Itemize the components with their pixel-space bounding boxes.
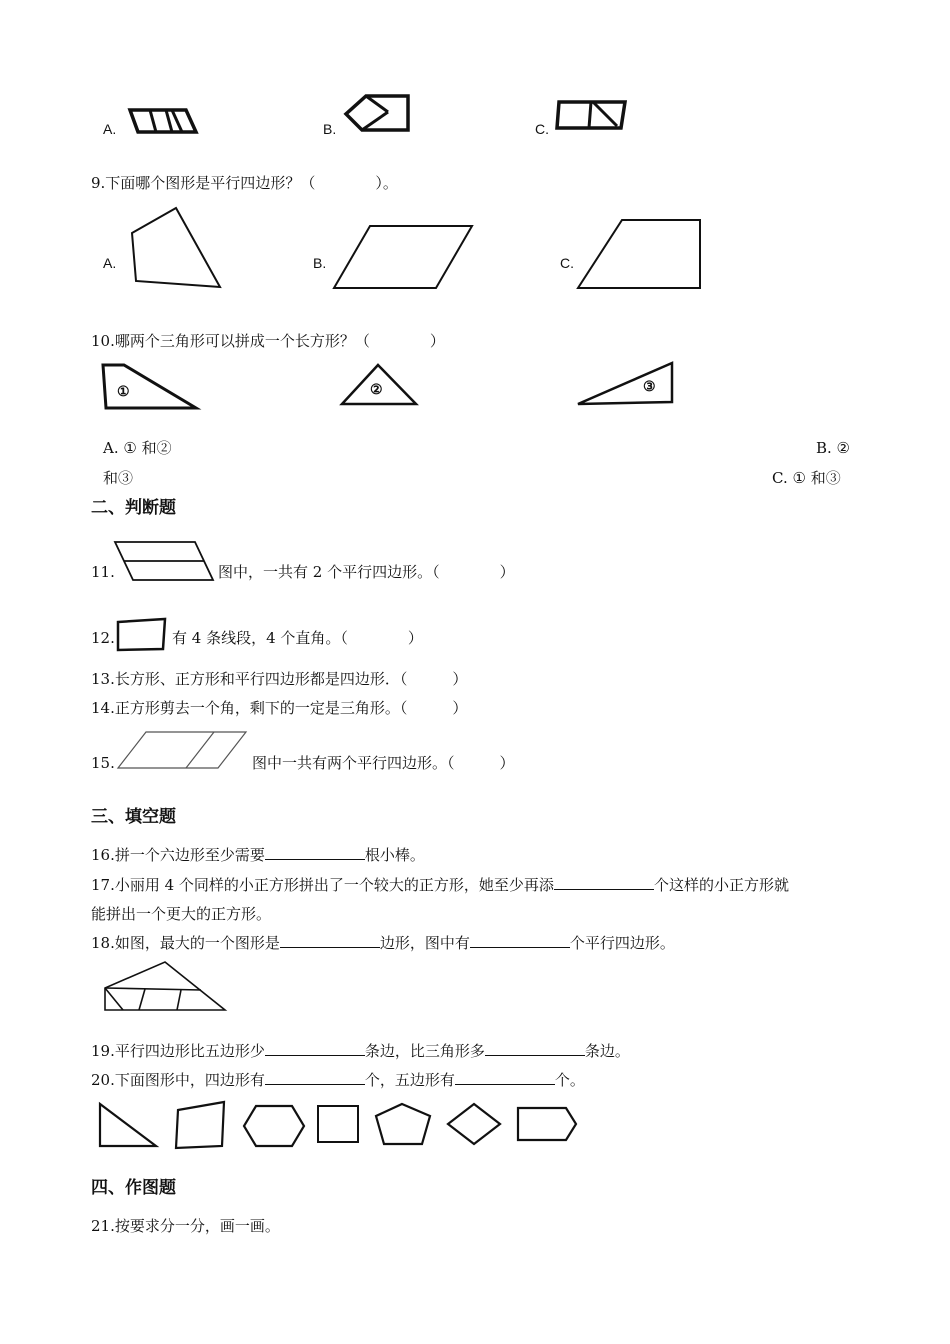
q16-line [91,845,425,865]
q9-option-b-letter: B. [313,255,327,271]
q20-blank-2[interactable] [455,1070,555,1085]
q18-prefix: 18.如图，最大的一个图形是 [91,934,280,952]
q20-shape-diamond [448,1104,500,1144]
q12-number: 12. [91,629,115,647]
q20-blank-1[interactable] [265,1070,365,1085]
q11-figure-parallelogram [113,540,215,584]
q10-triangle-1-label: ① [117,384,130,400]
q10-option-b-part2: 和③ [103,469,134,487]
q13-text: 13.长方形、正方形和平行四边形都是四边形．（ ） [91,670,468,688]
q20-shape-pentagon-arrow [518,1108,576,1140]
q8-figure-b [344,94,412,134]
q12-figure-quadrilateral [115,617,169,653]
q8-option-a-letter: A. [103,121,117,137]
q19-line [91,1041,630,1061]
section-2-heading: 二、判断题 [91,498,176,518]
q9-stem: 9.下面哪个图形是平行四边形？（ ）。 [91,174,398,192]
q9-figure-c-trapezoid [578,218,704,292]
q20-prefix: 20.下面图形中，四边形有 [91,1071,265,1089]
q14-text: 14.正方形剪去一个角，剩下的一定是三角形。（ ） [91,699,468,717]
q10-stem: 10.哪两个三角形可以拼成一个长方形？（ ） [91,332,445,350]
q19-blank-2[interactable] [485,1041,585,1056]
q10-triangle-3 [576,360,676,408]
q11-text: 图中，一共有 2 个平行四边形。（ ） [218,563,515,581]
q9-figure-b-parallelogram [334,224,476,292]
q10-option-b-part1: B. ② [816,439,851,457]
q9-option-c-letter: C. [560,255,574,271]
q20-suffix: 个。 [554,1071,585,1089]
q20-line [91,1070,585,1090]
q17-prefix: 17.小丽用 4 个同样的小正方形拼出了一个较大的正方形，她至少再添 [91,876,554,894]
q12-text: 有 4 条线段，4 个直角。（ ） [172,629,423,647]
q10-triangle-2-label: ② [370,382,383,398]
q9-option-a-letter: A. [103,255,117,271]
q15-number: 15. [91,754,115,772]
section-3-heading: 三、填空题 [91,807,176,827]
q15-figure-parallelogram [116,730,250,772]
section-4-heading: 四、作图题 [91,1178,176,1198]
q19-prefix: 19.平行四边形比五边形少 [91,1042,265,1060]
q8-option-c-letter: C. [535,121,549,137]
q16-suffix: 根小棒。 [364,846,425,864]
q17-line1 [91,875,789,895]
q19-blank-1[interactable] [265,1041,365,1056]
q20-middle: 个，五边形有 [364,1071,455,1089]
q11-number: 11. [91,563,115,581]
q20-shape-triangle [100,1104,156,1146]
q20-shape-hexagon [244,1106,304,1146]
q19-suffix: 条边。 [584,1042,630,1060]
q17-suffix: 个这样的小正方形就 [653,876,789,894]
q20-shape-quadrilateral-irregular [176,1102,224,1148]
q21-text: 21.按要求分一分，画一画。 [91,1217,280,1235]
q8-figure-c [555,98,629,132]
q18-middle: 边形，图中有 [379,934,470,952]
q9-figure-a-quadrilateral [128,205,224,291]
q16-blank[interactable] [265,845,365,860]
q18-suffix: 个平行四边形。 [569,934,675,952]
q19-middle: 条边，比三角形多 [364,1042,485,1060]
q18-figure-trapezoid [103,960,229,1012]
q10-triangle-3-label: ③ [643,379,656,395]
q10-option-a: A. ① 和② [103,439,172,457]
q17-line2: 能拼出一个更大的正方形。 [91,905,272,923]
q15-text: 图中一共有两个平行四边形。（ ） [252,754,515,772]
q20-shapes-row [98,1100,582,1152]
q20-shape-square [318,1106,358,1142]
q17-blank[interactable] [554,875,654,890]
q16-prefix: 16.拼一个六边形至少需要 [91,846,265,864]
q18-blank-1[interactable] [280,933,380,948]
q20-shape-pentagon [376,1104,430,1144]
q10-triangle-1 [100,362,200,412]
q10-option-c: C. ① 和③ [772,469,841,487]
q8-option-b-letter: B. [323,121,337,137]
q8-figure-a [126,108,198,136]
q18-blank-2[interactable] [470,933,570,948]
q18-line [91,933,675,953]
